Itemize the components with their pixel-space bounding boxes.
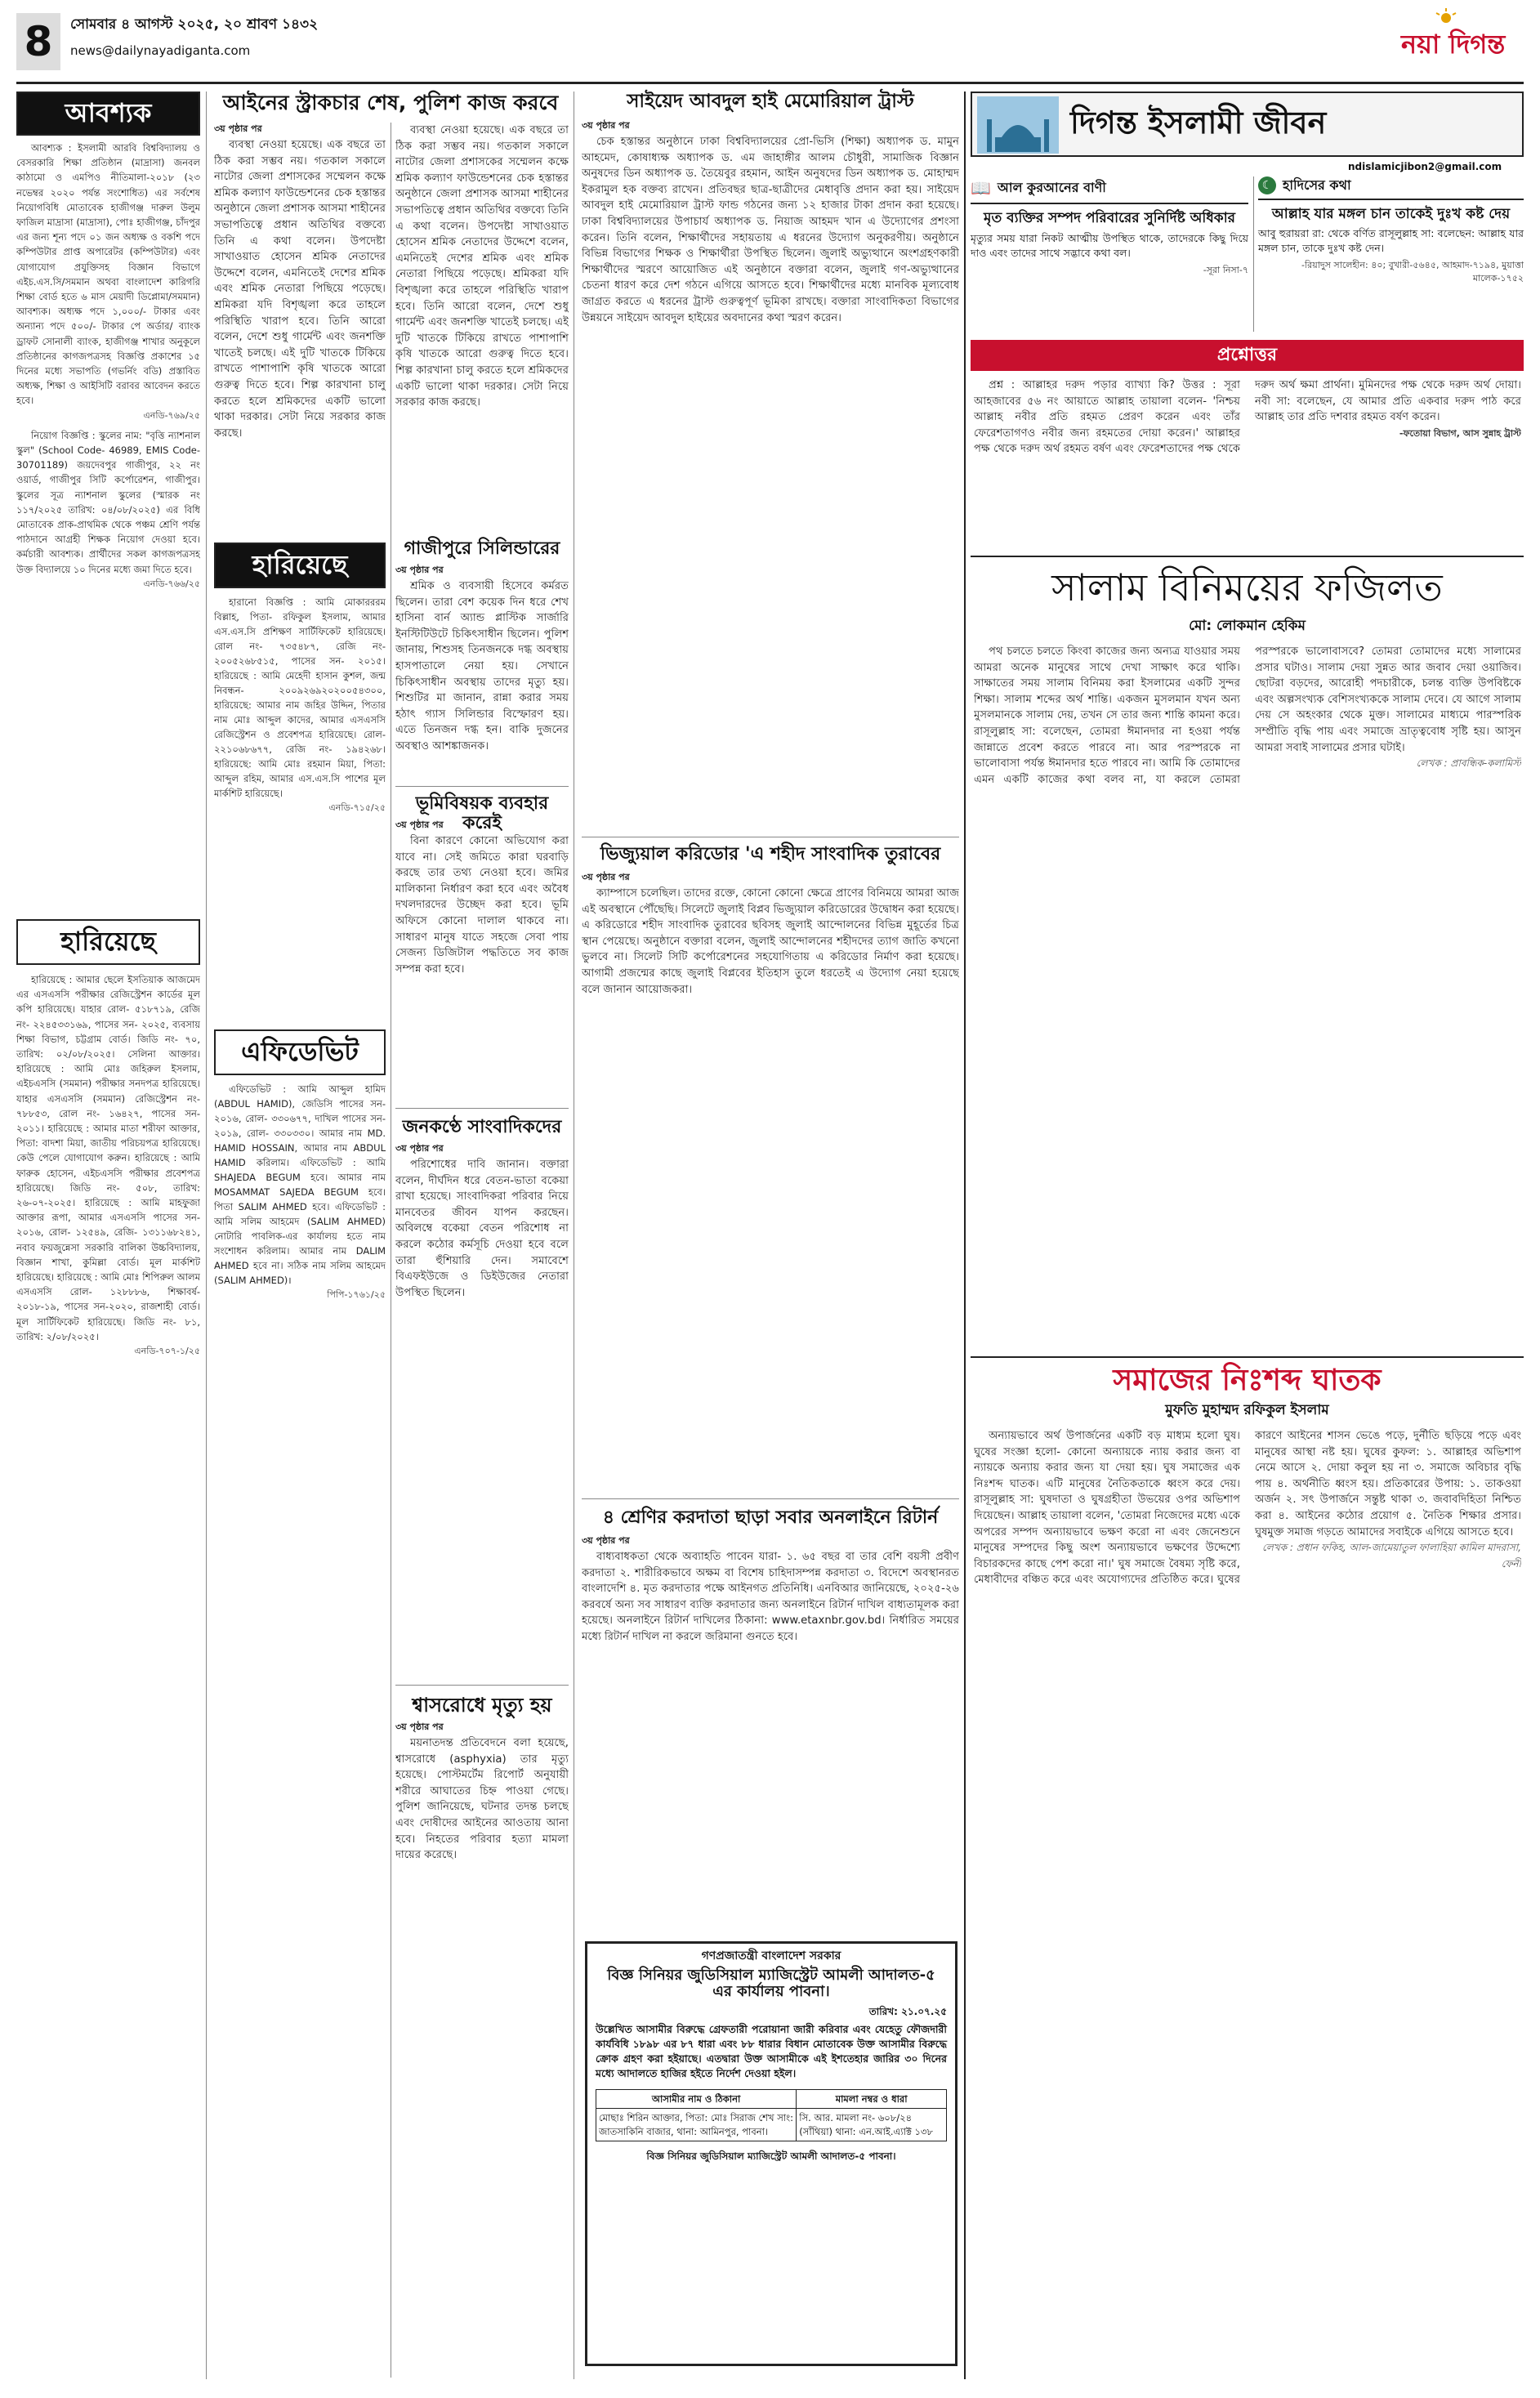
lost2-ads-ref: এনডি-৭১৫/২৫ [328, 802, 386, 813]
quran-label: আল কুরআনের বাণী [997, 179, 1106, 195]
society-body [974, 1428, 1521, 2376]
brand-logo [1401, 8, 1524, 65]
qa-header [971, 340, 1524, 371]
lost-ads [16, 972, 200, 2378]
journalist-body [395, 1157, 569, 1680]
gazipur-body [395, 578, 569, 783]
death-jump: ৩য় পৃষ্ঠার পর [395, 1721, 444, 1732]
affidavit-ads [214, 1082, 386, 2381]
lost-heading-text: হারিয়েছে [60, 926, 156, 958]
page-number-text: 8 [24, 17, 53, 65]
lead-body-cont-text: ব্যবস্থা নেওয়া হয়েছে। এক বছরে তা ঠিক করা সম্ভব নয়। গতকাল সকালে নাটোর জেলা প্রশাসকের সম্মেলন কক্ষে শ্রমিক কল্যাণ ফাউন্ডেশনের চেক হস্তান্তর অনুষ্ঠানে জেলা প্রশাসক আসমা শাহীনের সভাপতিত্বে প্রধান অতিথির বক্তব্যে তিনি এ কথা বলেন। উপদেষ্টা সাখাওয়াত হোসেন শ্রমিক নেতাদের উদ্দেশে বলেন, এমনিতেই দেশের শ্রমিক এবং শ্রমিক নেতারা পিছিয়ে পড়েছে। শ্রমিকরা যদি বিশৃঙ্খলা করে তাহলে পরিস্থিতি খারাপ হবে। তিনি আরো বলেন, দেশে শুধু গার্মেন্ট এবং জনশক্তি খাতেই চলছে। এই দুটি খাতকে টিকিয়ে রাখতে পাশাপাশি কৃষি খাতকে আরো গুরুত্ব দিতে হবে। শিল্প কারখানা চালু করতে হলে শ্রমিকদের একটি ভালো থাকা দরকার। সেটা নিয়ে সরকার কাজ করছে। [395, 124, 569, 409]
affidavit-ads-ref: পিপি-১৭৬১/২৫ [327, 1289, 386, 1300]
court-table-row [596, 2109, 947, 2141]
affidavit-heading-text: এফিডেভিট [241, 1036, 359, 1068]
trust-body [582, 134, 959, 828]
hadith-label-bar [1258, 176, 1524, 200]
salam-body [974, 644, 1521, 1346]
wanted-heading-text: আবশ্যক [65, 97, 152, 129]
land-body-text: বিনা কারণে কোনো অভিযোগ করা যাবে না। সেই জমিতে কারা ঘরবাড়ি করছে তার তথ্য নেওয়া হবে। জমির মালিকানা নির্ধারণ করা হবে এবং অবৈধ দখলদারদের উচ্ছেদ করা হবে। ভূমি অফিসে কোনো দালাল থাকবে না। সাধারণ মানুষ যাতে সহজে সেবা পায় সেজন্য ডিজিটাল পদ্ধতিতে সব কাজ সম্পন্ন করা হবে। [395, 835, 569, 976]
quran-title: মৃত ব্যক্তির সম্পদ পরিবারের সুনির্দিষ্ট অধিকার [984, 210, 1235, 227]
wanted-ad-text: আবশ্যক : ইসলামী আরবি বিশ্ববিদ্যালয় ও বেসরকারি শিক্ষা প্রতিষ্ঠান (মাদ্রাসা) জনবল কাঠামো ও এমপিও নীতিমালা-২০১৮ (২৩ নভেম্বর ২০২০ পর্যন্ত সংশোধিত) এর সর্বশেষ নিয়োগবিধি মোতাবেক হাজীগঞ্জ দারুল উলুম ফাজিল মাদ্রাসা (মাদ্রাসা), পোঃ হাজীগঞ্জ, চাঁদপুর এর জন্য শূন্য পদে ০১ জন অধ্যক্ষ ও বকশি পদে কম্পিউটার প্রাপ্ত অপারেটর (কম্পিউটার) এবং যোগাযোগ প্রযুক্তিসহ বিজ্ঞান বিভাগে এইচ.এস.সি/সমমান অথবা বাংলাদেশ কারিগরি শিক্ষা বোর্ড হতে ৬ মাস মেয়াদী ডিপ্লোমা/সমমান) আবশ্যক। অধ্যক্ষ পদে ১,০০০/- টাকার এবং অন্যান্য পদে ৫০০/- টাকার পে অর্ডার/ ব্যাংক ড্রাফট সোনালী ব্যাংক, হাজীগঞ্জ শাখার অনুকূলে প্রতিষ্ঠানের কাগজপত্রসহ বিজ্ঞপ্তি প্রকাশের ১৫ দিনের মধ্যে সভাপতি (গভর্নিং বডি) প্রস্তাবিত অধ্যক্ষ, শিক্ষা ও আইসিটি বরাবর আবেদন করতে হবে। [16, 142, 200, 407]
islam-section-title: দিগন্ত ইসলামী জীবন [1070, 105, 1327, 141]
corridor-jump: ৩য় পৃষ্ঠার পর [582, 872, 630, 882]
hadith-label: হাদিসের কথা [1283, 177, 1351, 193]
quran-label-bar [971, 176, 1248, 204]
crescent-icon: ☾ [1258, 176, 1276, 194]
salam-author: মো: লোকমান হেকিম [1189, 618, 1306, 634]
tax-body [582, 1549, 959, 1933]
court-th-case: মামলা নম্বর ও ধারা [797, 2090, 947, 2109]
masthead-rule [16, 82, 1524, 84]
mosque-icon [977, 96, 1059, 154]
quran-book-icon: 📖 [971, 178, 991, 198]
masthead-email[interactable]: news@dailynayadiganta.com [70, 43, 251, 58]
court-title: বিজ্ঞ সিনিয়র জুডিসিয়াল ম্যাজিস্ট্রেট আমলী আদালত-৫ এর কার্যালয় পাবনা। [607, 1967, 935, 2001]
col-divider-1 [206, 92, 207, 2379]
affidavit-heading [214, 1029, 386, 1075]
masthead [0, 0, 1540, 82]
death-body [395, 1735, 569, 2381]
lead-jump: ৩য় পৃষ্ঠার পর [214, 123, 262, 134]
gazipur-headline[interactable]: গাজীপুরে সিলিন্ডারের [404, 538, 560, 559]
brand-name: নয়া দিগন্ত [1401, 29, 1506, 60]
lead-body-cont [395, 123, 569, 531]
salam-byline: লেখক : প্রাবন্ধিক-কলামিস্ট [1416, 757, 1521, 770]
court-footer: বিজ্ঞ সিনিয়র জুডিসিয়াল ম্যাজিস্ট্রেট আমলী আদালত-৫ পাবনা। [646, 2150, 896, 2162]
hadith-ref: -রিয়াদুস সালেহীন: ৪০; বুখারী-৫৬৪৫, আহমাদ-৭১৯৪, মুয়াত্তা মালেক-১৭৫২ [1301, 260, 1524, 284]
death-body-text: ময়নাতদন্ত প্রতিবেদনে বলা হয়েছে, শ্বাসরোধে (asphyxia) তার মৃত্যু হয়েছে। পোস্টমর্টেম রিপোর্ট অনুযায়ী শরীরে আঘাতের চিহ্ন পাওয়া গেছে। পুলিশ জানিয়েছে, ঘটনার তদন্ত চলছে এবং দোষীদের আইনের আওতায় আনা হবে। নিহতের পরিবার হত্যা মামলা দায়ের করেছে। [395, 1737, 569, 1862]
corridor-body [582, 886, 959, 1490]
trust-headline[interactable]: সাইয়েদ আবদুল হাই মেমোরিয়াল ট্রাস্ট [627, 91, 914, 112]
trust-body-text: চেক হস্তান্তর অনুষ্ঠানে ঢাকা বিশ্ববিদ্যালয়ের প্রো-ভিসি (শিক্ষা) অধ্যাপক ড. মামুন আহমেদ, কোষাধ্যক্ষ অধ্যাপক ড. এম জাহাঙ্গীর আলম চৌধুরী, সামাজিক বিজ্ঞান অনুষদের ডিন অধ্যাপক ড. তৈয়েবুর রহমান, আইন অনুষদের ডিন অধ্যাপক ড. মোহাম্মদ ইকরামুল হক বক্তব্য রাখেন। প্রতিবছর ছাত্র-ছাত্রীদের মেধাবৃত্তি প্রদান করা হয়। সাইয়েদ আবদুল হাই মেমোরিয়াল ট্রাস্ট ফান্ড গঠনের জন্য ১২ হাজার টাকা প্রদান করা হয়েছে। ঢাকা বিশ্ববিদ্যালয়ের উপাচার্য অধ্যাপক ড. নিয়াজ আহমদ খান এ উদ্যোগের প্রশংসা করেন। তিনি বলেন, শিক্ষার্থীদের সহায়তায় এ ধরনের উদ্যোগ অনুকরণীয়। অনুষ্ঠানে বিভিন্ন বিভাগের শিক্ষক ও শিক্ষার্থীরা উপস্থিত ছিলেন। জুলাই অভ্যুত্থানে অংশগ্রহণকারী শিক্ষার্থীদের স্মরণে আয়োজিত এই অনুষ্ঠানে বক্তারা বলেন, জুলাই গণ-অভ্যুত্থানের চেতনা ধারণ করে দেশ গঠনে এগিয়ে আসতে হবে। শিক্ষার্থীদের মধ্যে মানবিক মূল্যবোধ জাগ্রত করতে এ ধরনের ট্রাস্ট গুরুত্বপূর্ণ ভূমিকা রাখছে। বক্তারা সাংবাদিকতা বিভাগের উন্নয়নে সাইয়েদ আবদুল হাইয়ের অবদানের কথা স্মরণ করেন। [582, 136, 959, 324]
islam-banner [971, 92, 1524, 157]
islam-email[interactable]: ndislamicjibon2@gmail.com [1348, 161, 1502, 172]
lost2-heading-text: হারিয়েছে [252, 549, 348, 581]
hadith-box [1258, 176, 1524, 332]
land-jump: ৩য় পৃষ্ঠার পর [395, 819, 444, 830]
page-number [16, 13, 60, 70]
court-table-head-row [596, 2090, 947, 2109]
society-body-text: অন্যায়ভাবে অর্থ উপার্জনের একটি বড় মাধ্যম হলো ঘুষ। ঘুষের সংজ্ঞা হলো- কোনো অন্যায়কে ন্যায় করার জন্য বা ন্যায়কে অন্যায় করার জন্য যা দেয়া হয়। ঘুষ সমাজের এক নিঃশব্দ ঘাতক। এটি মানুষের নৈতিকতাকে ধ্বংস করে দেয়। রাসূলুল্লাহ সা: ঘুষদাতা ও ঘুষগ্রহীতা উভয়ের ওপর অভিশাপ দিয়েছেন। আল্লাহ তায়ালা বলেন, 'তোমরা নিজেদের মধ্যে একে অপরের সম্পদ অন্যায়ভাবে ভক্ষণ করো না এবং জেনেশুনে মানুষের সম্পদের কিছু অংশ অন্যায়ভাবে ভক্ষণের উদ্দেশ্যে বিচারকদের কাছে পেশ করো না।' ঘুষ সমাজে বৈষম্য সৃষ্টি করে, মেধাবীদের বঞ্চিত করে এবং অযোগ্যদের প্রতিষ্ঠিত করে। ঘুষের কারণে আইনের শাসন ভেঙে পড়ে, দুর্নীতি ছড়িয়ে পড়ে এবং মানুষের আস্থা নষ্ট হয়। ঘুষের কুফল: ১. আল্লাহর অভিশাপ নেমে আসে ২. দোয়া কবুল হয় না ৩. সমাজে অবিচার বৃদ্ধি পায় ৪. অর্থনীতি ধ্বংস হয়। প্রতিকারের উপায়: ১. তাকওয়া অর্জন ২. সৎ উপার্জনে সন্তুষ্ট থাকা ৩. জবাবদিহিতা নিশ্চিত করা ৪. আইনের কঠোর প্রয়োগ ৫. নৈতিক শিক্ষার প্রসার। ঘুষমুক্ত সমাজ গড়তে আমাদের সবাইকে এগিয়ে আসতে হবে। [974, 1430, 1521, 1587]
wanted-heading [16, 92, 200, 136]
lost2-ads [214, 595, 386, 1020]
land-body [395, 833, 569, 1103]
affidavit-ads-text: এফিডেভিট : আমি আব্দুল হামিদ (ABDUL HAMID), জেডিসি পাসের সন- ২০১৬, রোল- ৩৩০৬৭৭, দাখিল পাসের সন- ২০১৯, রোল- ৩৩০৩৩০। আমার নাম MD. HAMID HOSSAIN, আমার নাম ABDUL HAMID করিলাম। এফিডেভিট : আমি SHAJEDA BEGUM হবে। আমার নাম MOSAMMAT SAJEDA BEGUM হবে। পিতা SALIM AHMED হবে। এফিডেভিট : আমি সলিম আহমেদ (SALIM AHMED) নোটারি পাবলিক-এর কার্যালয় হতে নাম সংশোধন করিলাম। আমার নাম DALIM AHMED হবে না। সঠিক নাম সলিম আহমেদ (SALIM AHMED)। [214, 1083, 386, 1286]
lead-body-text: ব্যবস্থা নেওয়া হয়েছে। এক বছরে তা ঠিক করা সম্ভব নয়। গতকাল সকালে নাটোর জেলা প্রশাসকের সম্মেলন কক্ষে শ্রমিক কল্যাণ ফাউন্ডেশনের চেক হস্তান্তর অনুষ্ঠানে জেলা প্রশাসক আসমা শাহীনের সভাপতিত্বে প্রধান অতিথির বক্তব্যে তিনি এ কথা বলেন। উপদেষ্টা সাখাওয়াত হোসেন শ্রমিক নেতাদের উদ্দেশে বলেন, এমনিতেই দেশের শ্রমিক এবং শ্রমিক নেতারা পিছিয়ে পড়েছে। শ্রমিকরা যদি বিশৃঙ্খলা করে তাহলে পরিস্থিতি খারাপ হবে। তিনি আরো বলেন, দেশে শুধু গার্মেন্ট এবং জনশক্তি খাতেই চলছে। এই দুটি খাতকে টিকিয়ে রাখতে পাশাপাশি কৃষি খাতকে আরো গুরুত্ব দিতে হবে। শিল্প কারখানা চালু করতে হলে শ্রমিকদের একটি ভালো থাকা দরকার। সেটা নিয়ে সরকার কাজ করছে। [214, 139, 386, 440]
court-table [596, 2089, 947, 2141]
rule-journalist [395, 1685, 569, 1686]
islam-quran-divider [1253, 176, 1254, 332]
qa-title: প্রশ্নোত্তর [1216, 345, 1278, 366]
qa-ref: -ফতোয়া বিভাগ, আস সুন্নাহ ট্রাস্ট [1399, 427, 1521, 439]
hadith-title: আল্লাহ যার মঙ্গল চান তাকেই দুঃখ কষ্ট দেয় [1271, 205, 1511, 222]
journalist-headline[interactable]: জনকণ্ঠে সাংবাদিকদের [402, 1117, 562, 1137]
gazipur-jump: ৩য় পৃষ্ঠার পর [395, 565, 444, 575]
court-header: গণপ্রজাতন্ত্রী বাংলাদেশ সরকার [701, 1949, 841, 1963]
recruitment-ad-ref: এনডি-৭৬৬/২৫ [143, 578, 200, 589]
society-byline: লেখক : প্রধান ফকিহ, আল-জামেয়াতুল ফালাহিয়া কামিল মাদরাসা, ফেনী [1262, 1542, 1521, 1570]
qa-body [974, 377, 1521, 549]
court-td-accused: মোছাঃ শিরিন আক্তার, পিতা: মোঃ সিরাজ শেখ সাং: জাতসাকিনি বাজার, থানা: আমিনপুর, পাবনা। [596, 2109, 797, 2141]
corridor-body-text: ক্যাম্পাসে চলেছিল। তাদের রক্তে, কোনো কোনো ক্ষেত্রে প্রাণের বিনিময়ে আমরা আজ এই অবস্থানে পৌঁছেছি। সিলেটে জুলাই বিপ্লব ভিজ্যুয়াল করিডোরের উদ্বোধন করা হয়েছে। এ করিডোরে শহীদ সাংবাদিক তুরাবের ছবিসহ জুলাই আন্দোলনের বিভিন্ন মুহূর্তের চিত্র স্থান পেয়েছে। অনুষ্ঠানে বক্তারা বলেন, জুলাই আন্দোলনের শহীদদের ত্যাগ জাতি কখনো ভুলবে না। সিলেট সিটি কর্পোরেশনের সহযোগিতায় এ করিডোর নির্মাণ করা হয়েছে। আগামী প্রজন্মের কাছে জুলাই বিপ্লবের ইতিহাস তুলে ধরতেই এ উদ্যোগ নেয়া হয়েছে বলে জানান আয়োজকরা। [582, 887, 959, 996]
rule-corridor [582, 1498, 959, 1499]
lost-ads-text: হারিয়েছে : আমার ছেলে ইসতিয়াক আজমেদ এর এসএসসি পরীক্ষার রেজিস্ট্রেশন কার্ডের মূল কপি হারিয়েছে। যাহার রোল- ৫১৮৭১৯, রেজি নং- ২২৪৫৩৩১৬৯, পাসের সন- ২০২৫, ব্যবসায় শিক্ষা বিভাগ, চট্টগ্রাম বোর্ড। জিডি নং- ৭০, তারিখ: ০২/০৮/২০২৫। সেলিনা আক্তার। হারিয়েছে : আমি মোঃ জহিরুল ইসলাম, এইচএসসি (সমমান) পরীক্ষার সনদপত্র হারিয়েছে। যাহার এসএসসি (সমমান) রেজিস্ট্রেশন নং- ৭৮৮৫৩, রোল নং- ১৬৪২৭, পাসের সন- ২০১১। হারিয়েছে : আমার মাতা শরীফা আক্তার, পিতা: বাদশা মিয়া, জাতীয় পরিচয়পত্র হারিয়েছে। কেউ পেলে যোগাযোগ করুন। হারিয়েছে : আমি ফারুক হোসেন, এইচএসসি পরীক্ষার প্রবেশপত্র হারিয়েছে। জিডি নং- ৫০৮, তারিখ: ২৬-০৭-২০২৫। হারিয়েছে : আমি মাহফুজা আক্তার রূপা, আমার এসএসসি পাসের সন- ২০১৬, রোল- ১২৫৪৯, রেজি- ১৩১১৬৮২৪১, নবাব ফয়জুন্নেসা সরকারি বালিকা উচ্চবিদ্যালয়, বিজ্ঞান শাখা, কুমিল্লা বোর্ড। মূল মার্কশিট হারিয়েছে। হারিয়েছে : আমি মোঃ শিপিরুল আলম এসএসসি রোল- ১২৮৮৮৬, শিক্ষাবর্ষ- ২০১৮-১৯, পাসের সন-২০২০, রাজশাহী বোর্ড। মূল সার্টিফিকেট হারিয়েছে। জিডি নং- ৮১, তারিখ: ২/০৮/২০২৫। [16, 974, 200, 1342]
tax-body-text: বাধ্যবাধকতা থেকে অব্যাহতি পাবেন যারা- ১. ৬৫ বছর বা তার বেশি বয়সী প্রবীণ করদাতা ২. শারীরিকভাবে অক্ষম বা বিশেষ চাহিদাসম্পন্ন করদাতা ৩. বিদেশে অবস্থানরত বাংলাদেশি ৪. মৃত করদাতার পক্ষে আইনগত প্রতিনিধি। এনবিআর জানিয়েছে, ২০২৫-২৬ করবর্ষে অন্য সব সাধারণ ব্যক্তি করদাতার জন্য অনলাইনে রিটার্ন দাখিল বাধ্যতামূলক করা হয়েছে। অনলাইনে রিটার্ন দাখিলের ঠিকানা: www.etaxnbr.gov.bd। নির্ধারিত সময়ের মধ্যে রিটার্ন দাখিল না করলে জরিমানা গুনতে হবে। [582, 1551, 959, 1643]
quran-box [971, 176, 1248, 332]
journalist-body-text: পরিশোধের দাবি জানান। বক্তারা বলেন, দীর্ঘদিন ধরে বেতন-ভাতা বকেয়া রাখা হয়েছে। সাংবাদিকরা পরিবার নিয়ে মানবেতর জীবন যাপন করছেন। অবিলম্বে বকেয়া বেতন পরিশোধ না করলে কঠোর কর্মসূচি দেওয়া হবে বলে তারা হুঁশিয়ারি দেন। সমাবেশে বিএফইউজে ও ডিইউজের নেতারা উপস্থিত ছিলেন। [395, 1159, 569, 1299]
lead-headline[interactable]: আইনের স্ট্রাকচার শেষ, পুলিশ কাজ করবে [222, 91, 559, 114]
salam-body-text: পথ চলতে চলতে কিংবা কাজের জন্য অন্যত্র যাওয়ার সময় আমরা অনেক মানুষের সাথে দেখা সাক্ষাৎ করে থাকি। সাক্ষাতের সময় সালাম বিনিময় করা ইসলামের একটি সুন্দর শিক্ষা। সালাম শব্দের অর্থ শান্তি। একজন মুসলমান যখন অন্য মুসলমানকে সালাম দেয়, তখন সে তার জন্য শান্তি কামনা করে। রাসূলুল্লাহ সা: বলেছেন, তোমরা ঈমানদার না হওয়া পর্যন্ত জান্নাতে প্রবেশ করতে পারবে না। আর পরস্পরকে না ভালোবাসা পর্যন্ত ঈমানদার হতে পারবে না। আমি কি তোমাদের এমন একটি কাজের কথা বলব না, যা করলে তোমরা পরস্পরকে ভালোবাসবে? তোমরা তোমাদের মধ্যে সালামের প্রসার ঘটাও। সালাম দেয়া সুন্নত আর জবাব দেয়া ওয়াজিব। ছোটরা বড়দের, আরোহী পদচারীকে, চলন্ত ব্যক্তি উপবিষ্টকে এবং অল্পসংখ্যক বেশিসংখ্যককে সালাম দেবে। যে আগে সালাম দেয় সে অহংকার থেকে মুক্ত। সালামের মাধ্যমে পারস্পরিক সম্প্রীতি বৃদ্ধি পায় এবং সমাজে ভ্রাতৃত্ববোধ সৃষ্টি হয়। আসুন আমরা সবাই সালামের প্রসার ঘটাই। [974, 645, 1521, 786]
rule-qa [971, 556, 1524, 557]
tax-jump: ৩য় পৃষ্ঠার পর [582, 1535, 630, 1546]
court-date: তারিখ: ২১.০৭.২৫ [868, 2005, 947, 2017]
col-divider-4 [964, 92, 966, 2379]
qa-body-text: প্রশ্ন : আল্লাহর দরুদ পড়ার ব্যাখ্যা কি? উত্তর : সূরা আহজাবের ৫৬ নং আয়াতে আল্লাহ তায়ালা বলেন- 'নিশ্চয় আল্লাহ নবীর প্রতি রহমত প্রেরণ করেন এবং তাঁর ফেরেশতাগণও নবীর জন্য রহমতের দোয়া করেন।' আল্লাহর পক্ষ থেকে দরুদ অর্থ রহমত বর্ষণ এবং ফেরেশতাদের পক্ষ থেকে দরুদ অর্থ ক্ষমা প্রার্থনা। মুমিনদের পক্ষ থেকে দরুদ অর্থ দোয়া। নবী সা: বলেছেন, যে আমার প্রতি একবার দরুদ পাঠ করে আল্লাহ তার প্রতি দশবার রহমত বর্ষণ করেন। [974, 379, 1521, 456]
court-th-accused: আসামীর নাম ও ঠিকানা [596, 2090, 797, 2109]
wanted-ad [16, 141, 200, 712]
brand-sun-icon [1434, 8, 1458, 25]
court-text: উল্লেখিত আসামীর বিরুদ্ধে গ্রেফতারী পরোয়ানা জারী করিবার এবং যেহেতু ফৌজদারী কার্যবিধি ১৮৯৮ এর ৮৭ ধারা এবং ৮৮ ধারার বিধান মোতাবেক উক্ত আসামীর বিরুদ্ধে ক্রোক গ্রহণ করা হইয়াছে। এতদ্বারা উক্ত আসামীকে এই ইশতেহার জারির ৩০ দিনের মধ্যে আদালতে হাজির হইতে নির্দেশ দেওয়া হইল। [596, 2023, 947, 2080]
court-notice [585, 1941, 957, 2366]
lost2-heading [214, 543, 386, 588]
court-td-case: সি. আর. মামলা নং- ৬০৮/২৪ (সাঁথিয়া) থানা: এন.আই.এ্যাক্ট ১৩৮ [797, 2109, 947, 2141]
lost-heading [16, 919, 200, 965]
rule-gazipur [395, 786, 569, 787]
lost-ads-ref: এনডি-৭০৭-১/২৫ [134, 1346, 200, 1357]
rule-land [395, 1108, 569, 1109]
tax-headline[interactable]: ৪ শ্রেণির করদাতা ছাড়া সবার অনলাইনে রিটার্ন [602, 1507, 939, 1528]
society-author: মুফতি মুহাম্মদ রফিকুল ইসলাম [1165, 1402, 1329, 1418]
recruitment-ad-text: নিয়োগ বিজ্ঞপ্তি : স্কুলের নাম: "বৃত্তি ন্যাশনাল স্কুল" (School Code- 46989, EMIS Code- 30701189) জয়দেবপুর গাজীপুর, ২২ নং ওয়ার্ড, গাজীপুর সিটি কর্পোরেশন, গাজীপুর। স্কুলের সূত্র ন্যাশনাল স্কুলের (স্মারক নং ১১৭/২০২৫ তারিখ: ০৪/০৮/২০২৫) এর বিধি মোতাবেক প্রাক-প্রাথমিক থেকে পঞ্চম শ্রেণি পর্যন্ত পাঠদানে আগ্রহী শিক্ষক নিয়োগ দেওয়া হবে। কর্মচারী আবশ্যক। প্রার্থীদের সকল কাগজপত্রসহ উক্ত বিদ্যালয়ে ১০ দিনের মধ্যে জমা দিতে হবে। [16, 429, 200, 575]
journalist-jump: ৩য় পৃষ্ঠার পর [395, 1143, 444, 1154]
gazipur-body-text: শ্রমিক ও ব্যবসায়ী হিসেবে কর্মরত ছিলেন। তারা বেশ কয়েক দিন ধরে শেখ হাসিনা বার্ন অ্যান্ড প্লাস্টিক সার্জারি ইনস্টিটিউটে চিকিৎসাধীন ছিলেন। পুলিশ জানায়, শিশুসহ তিনজনকে দগ্ধ অবস্থায় হাসপাতালে নেয়া হয়। সেখানে চিকিৎসাধীন অবস্থায় তাদের মৃত্যু হয়। শিশুটির মা জানান, রান্না করার সময় হঠাৎ গ্যাস সিলিন্ডার বিস্ফোরণ হয়। এতে তিনজন দগ্ধ হন। বাকি দুজনের অবস্থাও আশঙ্কাজনক। [395, 580, 569, 752]
society-headline[interactable]: সমাজের নিঃশব্দ ঘাতক [1113, 1364, 1382, 1397]
land-headline[interactable]: ভূমিবিষয়ক ব্যবহার করেই [415, 793, 549, 834]
salam-headline[interactable]: সালাম বিনিময়ের ফজিলত [1051, 565, 1443, 610]
corridor-headline[interactable]: ভিজ্যুয়াল করিডোর 'এ শহীদ সাংবাদিক তুরাবের [600, 844, 941, 864]
rule-salam [971, 1356, 1524, 1358]
trust-jump: ৩য় পৃষ্ঠার পর [582, 120, 630, 131]
quran-ref: -সূরা নিসা-৭ [1203, 265, 1248, 276]
quran-text: মৃত্যুর সময় যারা নিকট আত্মীয় উপস্থিত থাকে, তাদেরকে কিছু দিয়ে দাও এবং তাদের সাথে সদ্ভাবে কথা বল। [971, 232, 1248, 260]
hadith-text: আবু হুরায়রা রা: থেকে বর্ণিত রাসূলুল্লাহ সা: বলেছেন: আল্লাহ যার মঙ্গল চান, তাকে দুঃখ কষ্ট দেন। [1258, 227, 1524, 255]
wanted-ad-ref: এনডি-৭৬৯/২৫ [143, 409, 200, 421]
masthead-date: সোমবার ৪ আগস্ট ২০২৫, ২০ শ্রাবণ ১৪৩২ [70, 16, 319, 33]
lost2-ads-text: হারানো বিজ্ঞপ্তি : আমি মোকারররম বিল্লাহ, পিতা- রফিকুল ইসলাম, আমার এস.এস.সি প্রশিক্ষণ সার্টিফিকেট হারিয়েছে। রোল নং- ৭৩৫৪৮৭, রেজি নং- ২০০৫২৬৮৫১৫, পাসের সন- ২০১৫। হারিয়েছে : আমি মেহেদী হাসান কুশল, জন্ম নিবন্ধন- ২০০৯২৬৯২০২০০৫৪৩০০, হারিয়েছে: আমার নাম জহির উদ্দিন, পিতার নাম মোঃ আব্দুল কাদের, আমার এসএসসি রেজিস্ট্রেশন ও প্রবেশপত্র হারিয়েছে। রোল- ২২১০৬৮৬৭৭, রেজি নং- ১৯৪২৬৮। হারিয়েছে: আমি মোঃ রহমান মিয়া, পিতা: আব্দুল রহিম, আমার এস.এস.সি পাশের মূল মার্কশিট হারিয়েছে। [214, 596, 386, 799]
death-headline[interactable]: শ্বাসরোধে মৃত্যু হয় [412, 1694, 552, 1717]
